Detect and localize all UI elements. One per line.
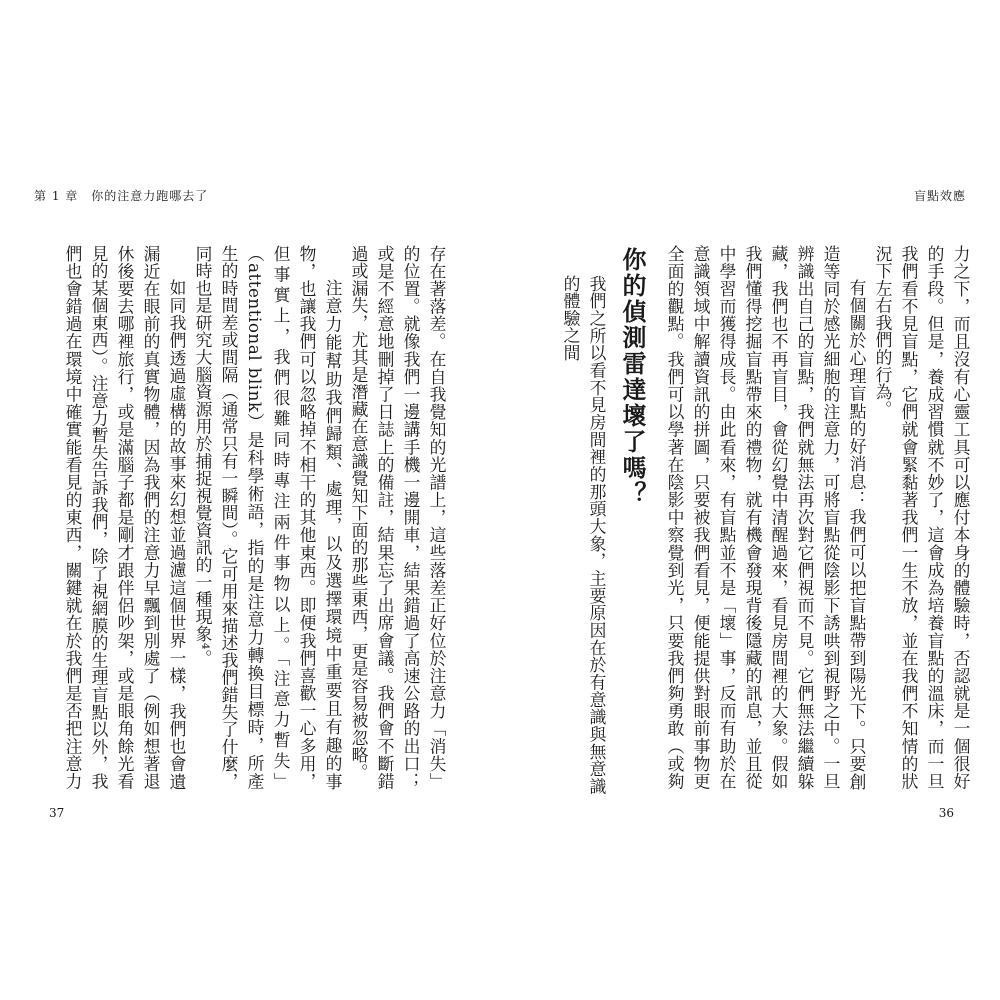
right-page bbox=[500, 0, 1000, 1000]
paragraph: 存在著落差。在自我覺知的光譜上，這些落差正好位於注意力「消失」的位置。就像我們一邊講手機一邊開車，結果錯過了高速公路的出口；或是不經意地刪掉了日誌上的備註，結果忘了出席會議。我們會不斷錯過或漏失，尤其是潛藏在意識覺知下面的那些東西，更是容易被忽略。 bbox=[349, 245, 447, 790]
section-body-text: 我們之所以看不見房間裡的那頭大象，主要原因在於有意識與無意識的體驗之間 bbox=[561, 275, 607, 795]
body-text bbox=[658, 245, 974, 790]
page-number: 36 bbox=[938, 806, 954, 820]
page-number: 37 bbox=[49, 806, 65, 820]
running-head-chapter: 第 1 章 你的注意力跑哪去了 bbox=[34, 189, 209, 203]
running-head-book-title: 盲點效應 bbox=[913, 189, 966, 203]
paragraph: 力之下，而且沒有心靈工具可以應付本身的體驗時，否認就是一個很好的手段。但是，養成習慣就不妙了，這會成為培養盲點的溫床，而一旦我們看不見盲點，它們就會緊黏著我們一生不放，並在我們不知情的狀況下左右我們的行為。 bbox=[873, 245, 971, 790]
section-heading: 你的偵測雷達壞了嗎？ bbox=[618, 247, 646, 507]
paragraph: 注意力能幫助我們歸類、處理，以及選擇環境中重要且有趣的事物，也讓我們可以忽略掉不相干的其他東西。即便我們喜歡一心多用，但事實上，我們很難同時專注兩件事物以上。「注意力暫失」（attentional blink）是科學術語，指的是注意力轉換目標時，所產生的時間差或間隔（通常只有一瞬間）。它可用來描述我們錯失了什麼，同時也是研究大腦資源用於捕捉視覺資訊的一種現象⁴。 bbox=[193, 245, 343, 790]
body-text bbox=[60, 245, 450, 790]
paragraph: 有個關於心理盲點的好消息：我們可以把盲點帶到陽光下。只要創造等同於感光細胞的注意力，可將盲點從陰影下誘哄到視野之中。一旦辨識出自己的盲點，我們就無法再次對它們視而不見。它們無法繼續躲藏，我們也不再盲目，會從幻覺中清醒過來，看見房間裡的大象。假如我們懂得挖掘盲點帶來的禮物，就有機會發現背後隱藏的訊息，並且從中學習而獲得成長。由此看來，有盲點並不是「壞」事，反而有助於在意識領域中解讀資訊的拼圖，只要被我們看見，便能提供對眼前事物更全面的觀點。我們可以學著在陰影中察覺到光，只要我們夠勇敢（或夠 bbox=[665, 245, 867, 790]
paragraph: 如同我們透過虛構的故事來幻想並過濾這個世界一樣，我們也會遺漏近在眼前的真實物體，因為我們的注意力早飄到別處了（例如想著退休後要去哪裡旅行，或是滿腦子都是剛才跟伴侶吵架，或是眼角餘光看見的某個東西）。注意力暫失告訴我們，除了視網膜的生理盲點以外，我們也會錯過在環境中確實能看見的東西，關鍵就在於我們是否把注意力 bbox=[63, 245, 187, 790]
